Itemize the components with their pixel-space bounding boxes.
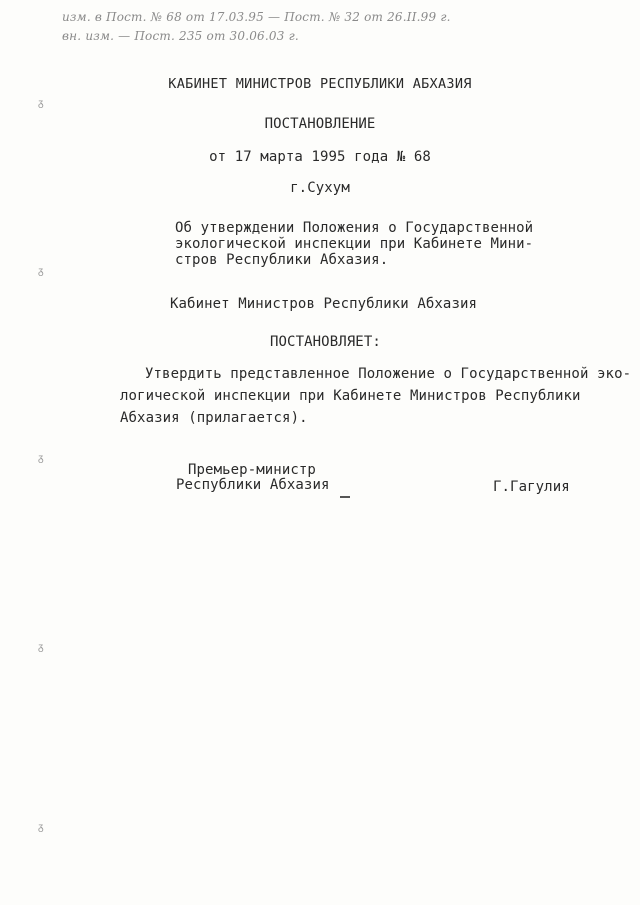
document-date-number: от 17 марта 1995 года № 68 (209, 149, 431, 165)
body-line-2: логической инспекции при Кабинете Министров Республики (120, 388, 581, 404)
document-city: г.Сухум (290, 180, 350, 196)
dash-mark (340, 496, 350, 498)
subject-line-1: Об утверждении Положения о Государственной (175, 220, 534, 236)
body-line-3: Абхазия (прилагается). (120, 410, 308, 426)
handwritten-note-1: изм. в Пост. № 68 от 17.03.95 — Пост. № 32 от 26.II.99 г. (62, 10, 451, 24)
signatory-name: Г.Гагулия (493, 479, 570, 495)
document-type: ПОСТАНОВЛЕНИЕ (264, 116, 376, 132)
margin-mark: ᵹ (38, 822, 44, 833)
signatory-title-line-2: Республики Абхазия (176, 477, 330, 493)
decree-word: ПОСТАНОВЛЯЕТ: (270, 334, 381, 350)
handwritten-note-2: вн. изм. — Пост. 235 от 30.06.03 г. (62, 29, 299, 43)
margin-mark: ᵹ (38, 642, 44, 653)
organization-title: КАБИНЕТ МИНИСТРОВ РЕСПУБЛИКИ АБХАЗИЯ (168, 76, 472, 92)
margin-mark: ᵹ (38, 98, 44, 109)
margin-mark: ᵹ (38, 266, 44, 277)
subject-line-3: стров Республики Абхазия. (175, 252, 389, 268)
body-line-1: Утвердить представленное Положение о Государственной эко- (145, 366, 632, 382)
subject-line-2: экологической инспекции при Кабинете Мини- (175, 236, 534, 252)
signatory-title-line-1: Премьер-министр (188, 462, 316, 478)
issuer: Кабинет Министров Республики Абхазия (170, 296, 478, 312)
margin-mark: ᵹ (38, 453, 44, 464)
